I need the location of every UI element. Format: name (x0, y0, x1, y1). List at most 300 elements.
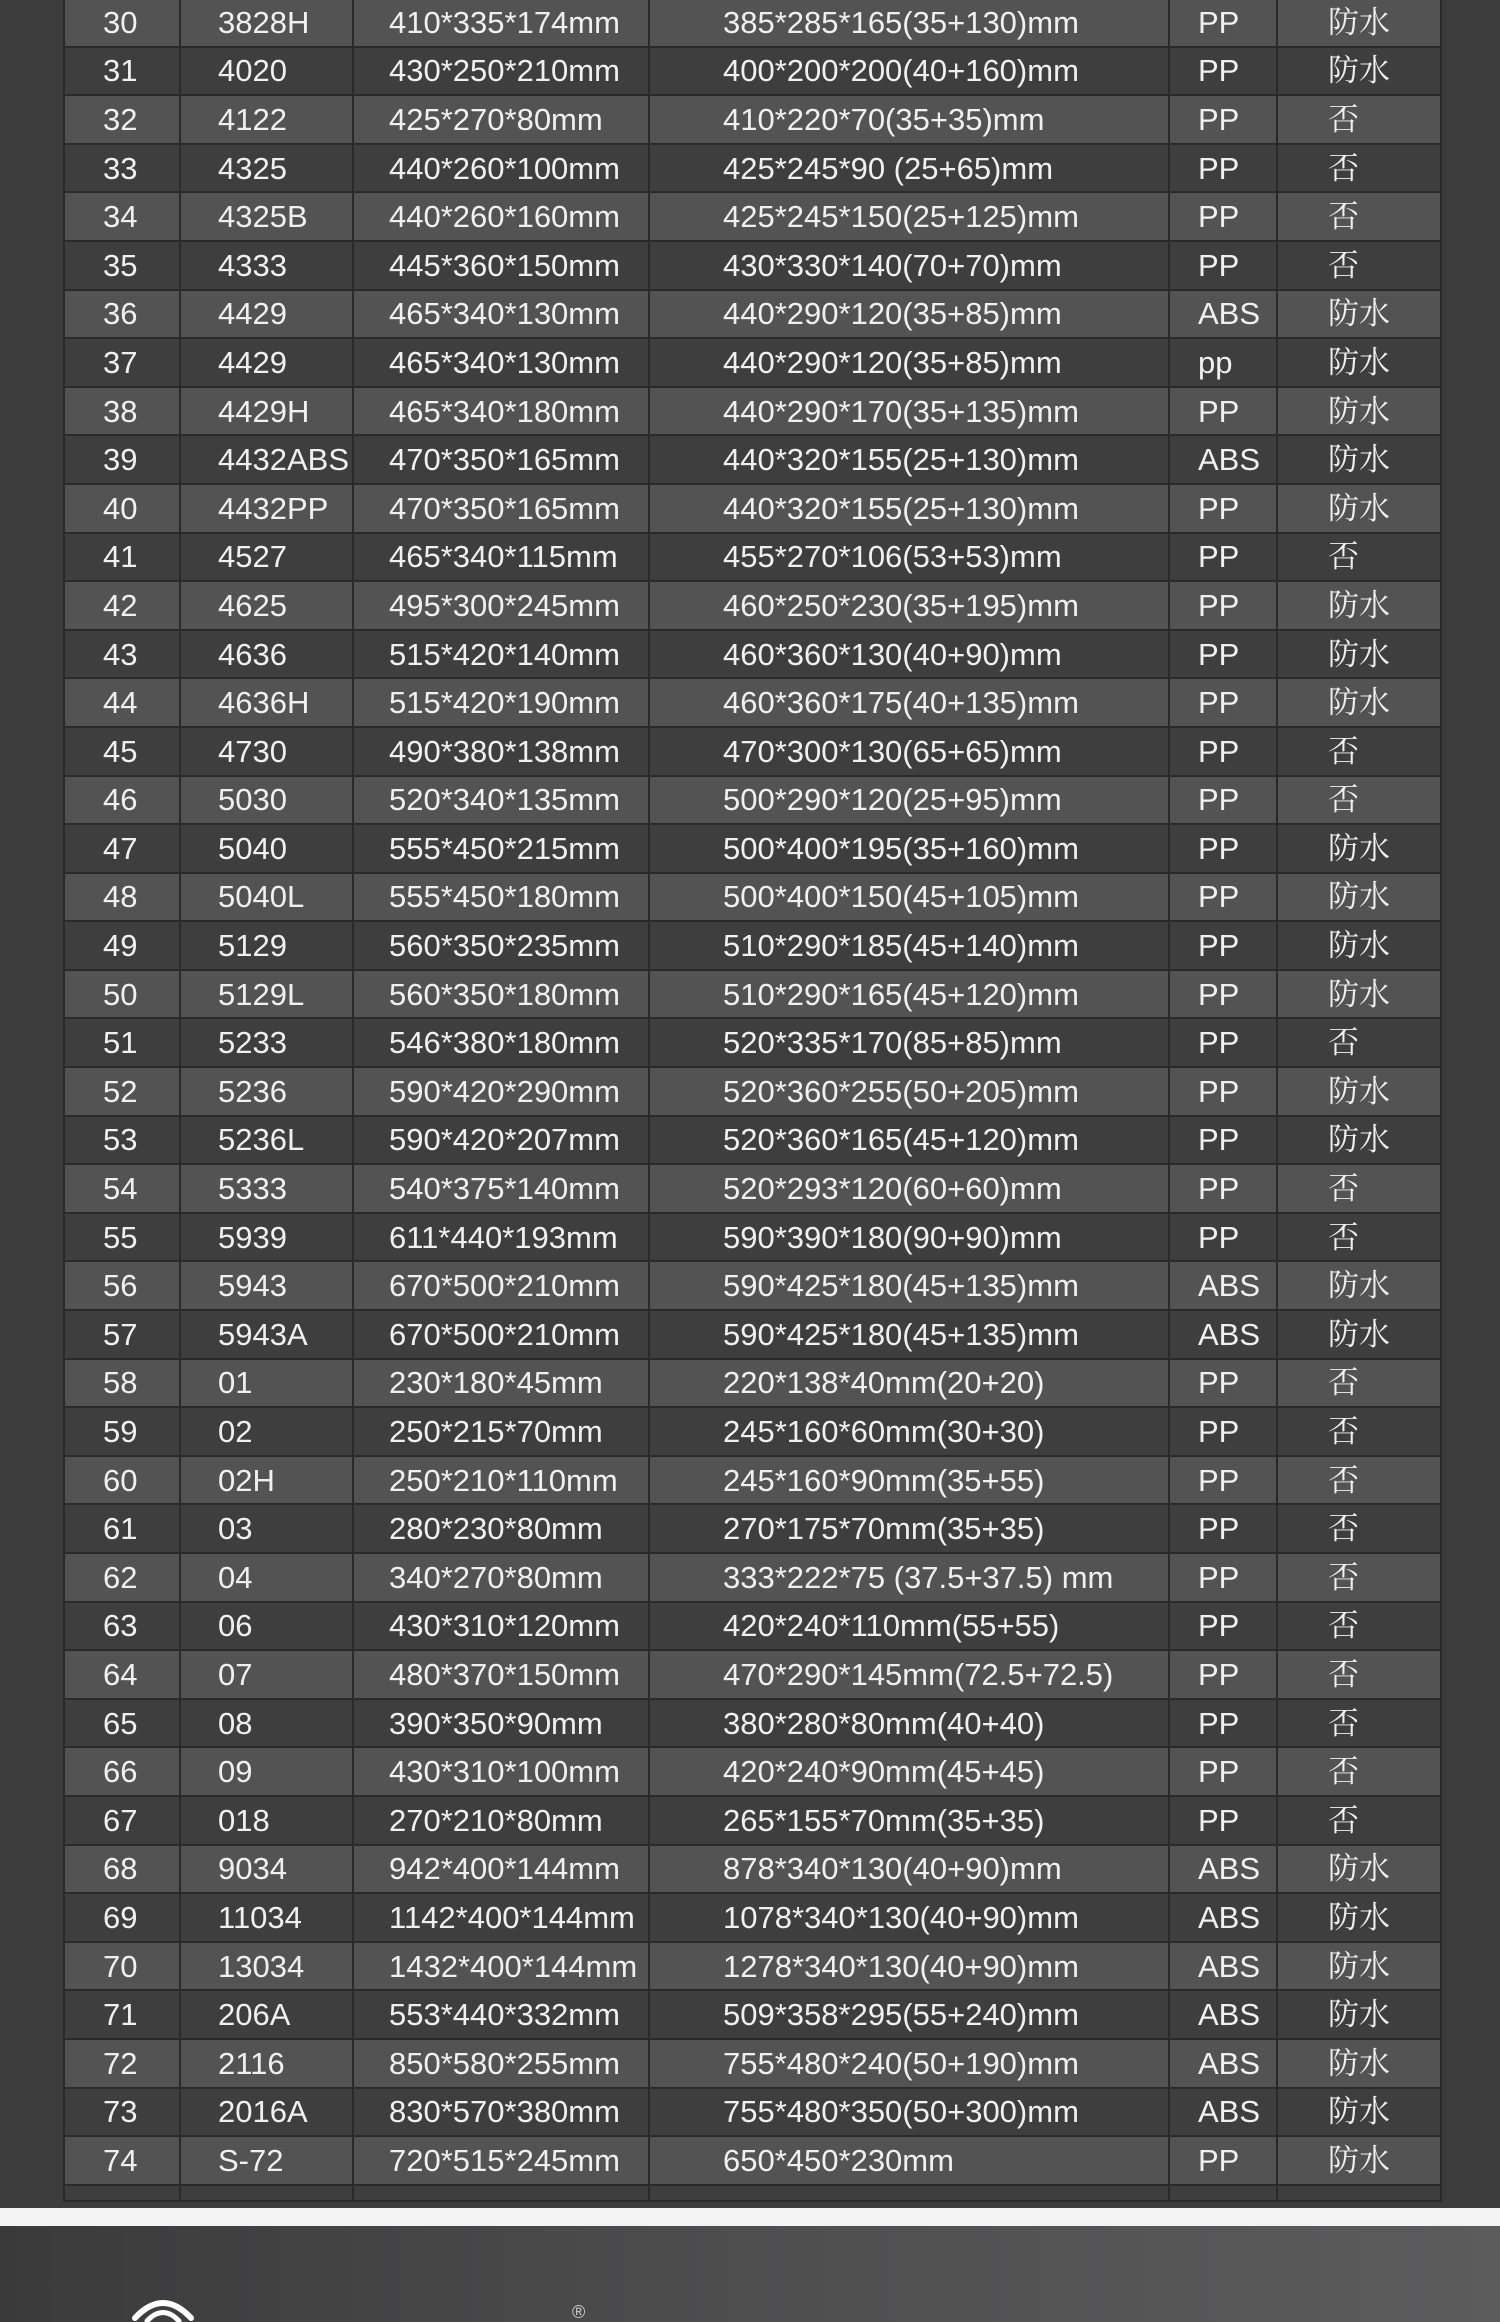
material-cell: PP (1169, 1164, 1277, 1213)
row-number-cell: 72 (64, 2039, 180, 2088)
model-cell: S-72 (180, 2136, 353, 2185)
model-cell: 5939 (180, 1213, 353, 1262)
waterproof-cell: 防水 (1277, 581, 1441, 630)
material-cell: PP (1169, 970, 1277, 1019)
inner-size-cell: 755*480*350(50+300)mm (649, 2088, 1169, 2137)
waterproof-cell: 否 (1277, 776, 1441, 825)
inner-size-cell: 400*200*200(40+160)mm (649, 47, 1169, 96)
outer-size-cell: 440*260*100mm (353, 144, 649, 193)
material-cell: PP (1169, 581, 1277, 630)
inner-size-cell: 455*270*106(53+53)mm (649, 533, 1169, 582)
table-row (64, 95, 1441, 144)
table-row (64, 921, 1441, 970)
outer-size-cell: 670*500*210mm (353, 1261, 649, 1310)
table-row (64, 1699, 1441, 1748)
inner-size-cell: 590*425*180(45+135)mm (649, 1310, 1169, 1359)
empty-cell (353, 2185, 649, 2201)
row-number-cell: 70 (64, 1942, 180, 1991)
waterproof-cell: 否 (1277, 1553, 1441, 1602)
outer-size-cell: 490*380*138mm (353, 727, 649, 776)
model-cell: 4432ABS (180, 435, 353, 484)
waterproof-cell: 否 (1277, 95, 1441, 144)
row-number-cell: 51 (64, 1018, 180, 1067)
outer-size-cell: 555*450*215mm (353, 824, 649, 873)
waterproof-cell: 防水 (1277, 2039, 1441, 2088)
row-number-cell: 62 (64, 1553, 180, 1602)
row-number-cell: 57 (64, 1310, 180, 1359)
waterproof-cell: 否 (1277, 1796, 1441, 1845)
outer-size-cell: 720*515*245mm (353, 2136, 649, 2185)
waterproof-cell: 否 (1277, 1602, 1441, 1651)
waterproof-cell: 防水 (1277, 435, 1441, 484)
model-cell: 4429 (180, 290, 353, 339)
inner-size-cell: 520*335*170(85+85)mm (649, 1018, 1169, 1067)
material-cell: PP (1169, 1602, 1277, 1651)
model-cell: 5030 (180, 776, 353, 825)
inner-size-cell: 500*290*120(25+95)mm (649, 776, 1169, 825)
table-row (64, 1650, 1441, 1699)
inner-size-cell: 878*340*130(40+90)mm (649, 1845, 1169, 1894)
waterproof-cell: 否 (1277, 727, 1441, 776)
waterproof-cell: 防水 (1277, 678, 1441, 727)
material-cell: ABS (1169, 1845, 1277, 1894)
inner-size-cell: 380*280*80mm(40+40) (649, 1699, 1169, 1748)
inner-size-cell: 220*138*40mm(20+20) (649, 1359, 1169, 1408)
model-cell: 4636 (180, 630, 353, 679)
outer-size-cell: 553*440*332mm (353, 1990, 649, 2039)
inner-size-cell: 460*360*175(40+135)mm (649, 678, 1169, 727)
row-number-cell: 48 (64, 873, 180, 922)
material-cell: PP (1169, 144, 1277, 193)
brand-footer-band (0, 2226, 1500, 2322)
model-cell: 5040L (180, 873, 353, 922)
inner-size-cell: 425*245*150(25+125)mm (649, 192, 1169, 241)
table-row (64, 581, 1441, 630)
outer-size-cell: 560*350*180mm (353, 970, 649, 1019)
row-number-cell: 69 (64, 1893, 180, 1942)
table-row (64, 144, 1441, 193)
material-cell: PP (1169, 95, 1277, 144)
row-number-cell: 41 (64, 533, 180, 582)
table-row (64, 776, 1441, 825)
empty-cell (180, 2185, 353, 2201)
outer-size-cell: 440*260*160mm (353, 192, 649, 241)
material-cell: PP (1169, 776, 1277, 825)
outer-size-cell: 850*580*255mm (353, 2039, 649, 2088)
material-cell: ABS (1169, 435, 1277, 484)
table-row (64, 1310, 1441, 1359)
section-divider (0, 2208, 1500, 2226)
model-cell: 4429H (180, 387, 353, 436)
row-number-cell: 33 (64, 144, 180, 193)
material-cell: PP (1169, 1407, 1277, 1456)
outer-size-cell: 340*270*80mm (353, 1553, 649, 1602)
model-cell: 4429 (180, 338, 353, 387)
table-row (64, 1504, 1441, 1553)
outer-size-cell: 445*360*150mm (353, 241, 649, 290)
material-cell: ABS (1169, 1990, 1277, 2039)
row-number-cell: 74 (64, 2136, 180, 2185)
material-cell: PP (1169, 241, 1277, 290)
row-number-cell: 61 (64, 1504, 180, 1553)
waterproof-cell: 否 (1277, 1456, 1441, 1505)
table-row (64, 824, 1441, 873)
product-spec-table (63, 0, 1442, 2202)
model-cell: 4527 (180, 533, 353, 582)
table-row (64, 1553, 1441, 1602)
model-cell: 4333 (180, 241, 353, 290)
material-cell: ABS (1169, 1261, 1277, 1310)
model-cell: 2016A (180, 2088, 353, 2137)
table-row (64, 727, 1441, 776)
table-row (64, 533, 1441, 582)
outer-size-cell: 465*340*180mm (353, 387, 649, 436)
model-cell: 5943 (180, 1261, 353, 1310)
outer-size-cell: 546*380*180mm (353, 1018, 649, 1067)
outer-size-cell: 590*420*290mm (353, 1067, 649, 1116)
row-number-cell: 30 (64, 0, 180, 47)
table-row (64, 2039, 1441, 2088)
outer-size-cell: 430*310*100mm (353, 1747, 649, 1796)
model-cell: 02 (180, 1407, 353, 1456)
material-cell: PP (1169, 2136, 1277, 2185)
model-cell: 03 (180, 1504, 353, 1553)
inner-size-cell: 440*290*120(35+85)mm (649, 290, 1169, 339)
table-row (64, 0, 1441, 47)
model-cell: 5040 (180, 824, 353, 873)
table-row (64, 1407, 1441, 1456)
table-row (64, 1747, 1441, 1796)
table-row (64, 678, 1441, 727)
material-cell: PP (1169, 630, 1277, 679)
table-row (64, 2088, 1441, 2137)
model-cell: 11034 (180, 1893, 353, 1942)
row-number-cell: 49 (64, 921, 180, 970)
row-number-cell: 58 (64, 1359, 180, 1408)
waterproof-cell: 否 (1277, 533, 1441, 582)
model-cell: 4730 (180, 727, 353, 776)
outer-size-cell: 250*210*110mm (353, 1456, 649, 1505)
waterproof-cell: 防水 (1277, 484, 1441, 533)
table-row (64, 47, 1441, 96)
model-cell: 5943A (180, 1310, 353, 1359)
model-cell: 5233 (180, 1018, 353, 1067)
outer-size-cell: 515*420*190mm (353, 678, 649, 727)
material-cell: PP (1169, 1699, 1277, 1748)
model-cell: 018 (180, 1796, 353, 1845)
material-cell: PP (1169, 678, 1277, 727)
table-row (64, 192, 1441, 241)
material-cell: PP (1169, 533, 1277, 582)
outer-size-cell: 465*340*115mm (353, 533, 649, 582)
table-row (64, 630, 1441, 679)
outer-size-cell: 480*370*150mm (353, 1650, 649, 1699)
table-row (64, 387, 1441, 436)
model-cell: 5236 (180, 1067, 353, 1116)
spec-table-body (64, 0, 1441, 2201)
row-number-cell: 38 (64, 387, 180, 436)
waterproof-cell: 防水 (1277, 2136, 1441, 2185)
waterproof-cell: 否 (1277, 1213, 1441, 1262)
waterproof-cell: 防水 (1277, 290, 1441, 339)
material-cell: PP (1169, 192, 1277, 241)
row-number-cell: 73 (64, 2088, 180, 2137)
table-row (64, 970, 1441, 1019)
row-number-cell: 63 (64, 1602, 180, 1651)
row-number-cell: 55 (64, 1213, 180, 1262)
material-cell: PP (1169, 1504, 1277, 1553)
waterproof-cell: 否 (1277, 1699, 1441, 1748)
material-cell: PP (1169, 1213, 1277, 1262)
outer-size-cell: 670*500*210mm (353, 1310, 649, 1359)
empty-cell (649, 2185, 1169, 2201)
model-cell: 5129L (180, 970, 353, 1019)
inner-size-cell: 510*290*165(45+120)mm (649, 970, 1169, 1019)
material-cell: PP (1169, 387, 1277, 436)
row-number-cell: 43 (64, 630, 180, 679)
empty-cell (1169, 2185, 1277, 2201)
waterproof-cell: 防水 (1277, 1116, 1441, 1165)
outer-size-cell: 942*400*144mm (353, 1845, 649, 1894)
material-cell: PP (1169, 1067, 1277, 1116)
outer-size-cell: 230*180*45mm (353, 1359, 649, 1408)
waterproof-cell: 否 (1277, 241, 1441, 290)
inner-size-cell: 520*360*165(45+120)mm (649, 1116, 1169, 1165)
table-row (64, 1602, 1441, 1651)
inner-size-cell: 590*390*180(90+90)mm (649, 1213, 1169, 1262)
model-cell: 4636H (180, 678, 353, 727)
inner-size-cell: 430*330*140(70+70)mm (649, 241, 1169, 290)
outer-size-cell: 560*350*235mm (353, 921, 649, 970)
inner-size-cell: 270*175*70mm(35+35) (649, 1504, 1169, 1553)
model-cell: 13034 (180, 1942, 353, 1991)
material-cell: PP (1169, 727, 1277, 776)
inner-size-cell: 460*250*230(35+195)mm (649, 581, 1169, 630)
material-cell: PP (1169, 484, 1277, 533)
inner-size-cell: 1078*340*130(40+90)mm (649, 1893, 1169, 1942)
waterproof-cell: 防水 (1277, 1893, 1441, 1942)
row-number-cell: 52 (64, 1067, 180, 1116)
material-cell: PP (1169, 873, 1277, 922)
outer-size-cell: 425*270*80mm (353, 95, 649, 144)
outer-size-cell: 540*375*140mm (353, 1164, 649, 1213)
material-cell: PP (1169, 0, 1277, 47)
model-cell: 9034 (180, 1845, 353, 1894)
inner-size-cell: 440*290*170(35+135)mm (649, 387, 1169, 436)
inner-size-cell: 425*245*90 (25+65)mm (649, 144, 1169, 193)
outer-size-cell: 465*340*130mm (353, 290, 649, 339)
waterproof-cell: 否 (1277, 1359, 1441, 1408)
model-cell: 04 (180, 1553, 353, 1602)
inner-size-cell: 470*290*145mm(72.5+72.5) (649, 1650, 1169, 1699)
inner-size-cell: 520*360*255(50+205)mm (649, 1067, 1169, 1116)
row-number-cell: 34 (64, 192, 180, 241)
table-row (64, 1116, 1441, 1165)
waterproof-cell: 防水 (1277, 824, 1441, 873)
inner-size-cell: 265*155*70mm(35+35) (649, 1796, 1169, 1845)
row-number-cell: 59 (64, 1407, 180, 1456)
table-row (64, 1456, 1441, 1505)
model-cell: 09 (180, 1747, 353, 1796)
material-cell: PP (1169, 1650, 1277, 1699)
inner-size-cell: 333*222*75 (37.5+37.5) mm (649, 1553, 1169, 1602)
waterproof-cell: 防水 (1277, 1310, 1441, 1359)
waterproof-cell: 防水 (1277, 970, 1441, 1019)
inner-size-cell: 385*285*165(35+130)mm (649, 0, 1169, 47)
table-row (64, 1893, 1441, 1942)
waterproof-cell: 否 (1277, 1164, 1441, 1213)
model-cell: 3828H (180, 0, 353, 47)
model-cell: 4325B (180, 192, 353, 241)
table-row (64, 1164, 1441, 1213)
inner-size-cell: 510*290*185(45+140)mm (649, 921, 1169, 970)
model-cell: 07 (180, 1650, 353, 1699)
row-number-cell: 60 (64, 1456, 180, 1505)
material-cell: ABS (1169, 1310, 1277, 1359)
table-row (64, 290, 1441, 339)
table-row (64, 338, 1441, 387)
model-cell: 06 (180, 1602, 353, 1651)
waterproof-cell: 否 (1277, 1747, 1441, 1796)
table-row (64, 1942, 1441, 1991)
row-number-cell: 37 (64, 338, 180, 387)
inner-size-cell: 500*400*150(45+105)mm (649, 873, 1169, 922)
material-cell: PP (1169, 1553, 1277, 1602)
outer-size-cell: 1432*400*144mm (353, 1942, 649, 1991)
outer-size-cell: 515*420*140mm (353, 630, 649, 679)
row-number-cell: 64 (64, 1650, 180, 1699)
waterproof-cell: 防水 (1277, 630, 1441, 679)
row-number-cell: 46 (64, 776, 180, 825)
material-cell: PP (1169, 1796, 1277, 1845)
row-number-cell: 47 (64, 824, 180, 873)
material-cell: ABS (1169, 2088, 1277, 2137)
waterproof-cell: 防水 (1277, 921, 1441, 970)
outer-size-cell: 270*210*80mm (353, 1796, 649, 1845)
model-cell: 2116 (180, 2039, 353, 2088)
row-number-cell: 54 (64, 1164, 180, 1213)
table-row (64, 484, 1441, 533)
row-number-cell: 40 (64, 484, 180, 533)
waterproof-cell: 否 (1277, 144, 1441, 193)
table-row (64, 873, 1441, 922)
model-cell: 4625 (180, 581, 353, 630)
table-row (64, 2136, 1441, 2185)
outer-size-cell: 590*420*207mm (353, 1116, 649, 1165)
outer-size-cell: 470*350*165mm (353, 484, 649, 533)
row-number-cell: 71 (64, 1990, 180, 2039)
waterproof-cell: 防水 (1277, 1990, 1441, 2039)
waterproof-cell: 防水 (1277, 338, 1441, 387)
table-row (64, 1990, 1441, 2039)
waterproof-cell: 防水 (1277, 0, 1441, 47)
outer-size-cell: 520*340*135mm (353, 776, 649, 825)
table-row (64, 241, 1441, 290)
waterproof-cell: 防水 (1277, 387, 1441, 436)
outer-size-cell: 611*440*193mm (353, 1213, 649, 1262)
empty-cell (64, 2185, 180, 2201)
model-cell: 08 (180, 1699, 353, 1748)
outer-size-cell: 280*230*80mm (353, 1504, 649, 1553)
outer-size-cell: 410*335*174mm (353, 0, 649, 47)
waterproof-cell: 防水 (1277, 873, 1441, 922)
outer-size-cell: 250*215*70mm (353, 1407, 649, 1456)
inner-size-cell: 440*290*120(35+85)mm (649, 338, 1169, 387)
model-cell: 5236L (180, 1116, 353, 1165)
inner-size-cell: 1278*340*130(40+90)mm (649, 1942, 1169, 1991)
material-cell: pp (1169, 338, 1277, 387)
row-number-cell: 50 (64, 970, 180, 1019)
model-cell: 4325 (180, 144, 353, 193)
table-row (64, 1359, 1441, 1408)
table-row (64, 1018, 1441, 1067)
row-number-cell: 32 (64, 95, 180, 144)
material-cell: ABS (1169, 1942, 1277, 1991)
row-number-cell: 53 (64, 1116, 180, 1165)
row-number-cell: 67 (64, 1796, 180, 1845)
inner-size-cell: 460*360*130(40+90)mm (649, 630, 1169, 679)
empty-cell (1277, 2185, 1441, 2201)
inner-size-cell: 420*240*90mm(45+45) (649, 1747, 1169, 1796)
inner-size-cell: 500*400*195(35+160)mm (649, 824, 1169, 873)
row-number-cell: 31 (64, 47, 180, 96)
outer-size-cell: 470*350*165mm (353, 435, 649, 484)
inner-size-cell: 440*320*155(25+130)mm (649, 435, 1169, 484)
inner-size-cell: 420*240*110mm(55+55) (649, 1602, 1169, 1651)
table-row (64, 435, 1441, 484)
row-number-cell: 68 (64, 1845, 180, 1894)
material-cell: PP (1169, 1747, 1277, 1796)
waterproof-cell: 否 (1277, 1407, 1441, 1456)
row-number-cell: 45 (64, 727, 180, 776)
row-number-cell: 66 (64, 1747, 180, 1796)
waterproof-cell: 否 (1277, 1504, 1441, 1553)
outer-size-cell: 495*300*245mm (353, 581, 649, 630)
outer-size-cell: 1142*400*144mm (353, 1893, 649, 1942)
row-number-cell: 44 (64, 678, 180, 727)
outer-size-cell: 465*340*130mm (353, 338, 649, 387)
inner-size-cell: 470*300*130(65+65)mm (649, 727, 1169, 776)
table-row (64, 1261, 1441, 1310)
row-number-cell: 36 (64, 290, 180, 339)
row-number-cell: 42 (64, 581, 180, 630)
inner-size-cell: 440*320*155(25+130)mm (649, 484, 1169, 533)
material-cell: PP (1169, 1359, 1277, 1408)
model-cell: 5129 (180, 921, 353, 970)
waterproof-cell: 防水 (1277, 1261, 1441, 1310)
inner-size-cell: 650*450*230mm (649, 2136, 1169, 2185)
model-cell: 4020 (180, 47, 353, 96)
model-cell: 5333 (180, 1164, 353, 1213)
waterproof-cell: 否 (1277, 192, 1441, 241)
material-cell: ABS (1169, 2039, 1277, 2088)
row-number-cell: 56 (64, 1261, 180, 1310)
table-row-partial (64, 2185, 1441, 2201)
table-row (64, 1067, 1441, 1116)
waterproof-cell: 防水 (1277, 1067, 1441, 1116)
waterproof-cell: 防水 (1277, 1845, 1441, 1894)
inner-size-cell: 509*358*295(55+240)mm (649, 1990, 1169, 2039)
table-row (64, 1796, 1441, 1845)
model-cell: 4432PP (180, 484, 353, 533)
waterproof-cell: 防水 (1277, 1942, 1441, 1991)
material-cell: PP (1169, 921, 1277, 970)
inner-size-cell: 755*480*240(50+190)mm (649, 2039, 1169, 2088)
material-cell: ABS (1169, 1893, 1277, 1942)
spec-table-wrapper (63, 0, 1440, 2202)
row-number-cell: 35 (64, 241, 180, 290)
material-cell: PP (1169, 824, 1277, 873)
